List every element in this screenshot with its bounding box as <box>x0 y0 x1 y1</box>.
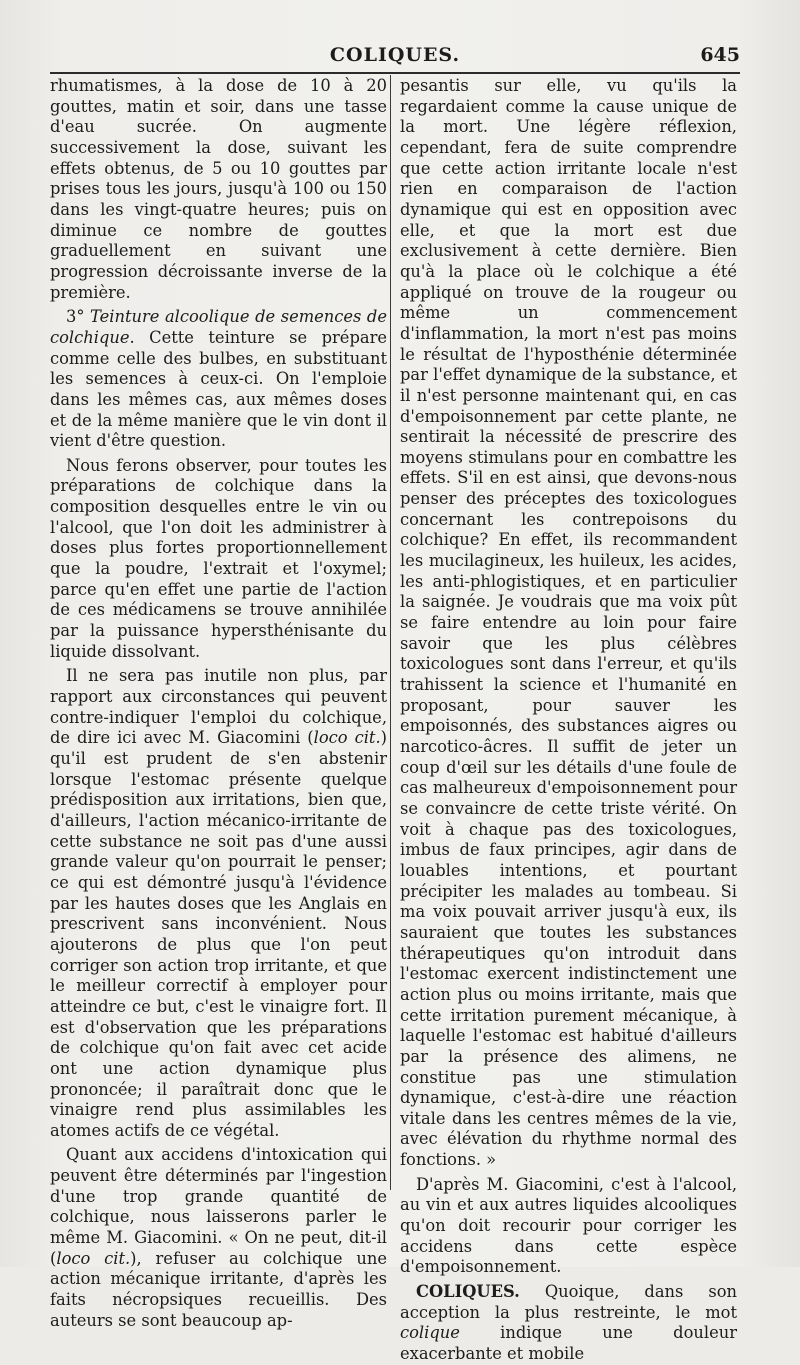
paragraph <box>400 1282 737 1365</box>
paragraph <box>50 1145 387 1331</box>
paragraph-text: ) qu'il est prudent de s'en abstenir lorsque l'estomac présente quelque prédisposition aux irritations, bien que, d'ailleurs, l'action mécanico-irritante de cette substance ne soit pas d'une aussi grande valeur qu'on pourrait le penser; ce qui est démontré jusqu'à l'évidence par les hautes doses que les Anglais en prescrivent sans inconvénient. Nous ajouterons de plus que l'on peut corriger son action trop irritante, et que le meilleur correctif à employer pour atteindre ce but, c'est le vinaigre fort. Il est d'observation que les préparations de colchique qu'on fait avec cet acide ont une action dynamique plus prononcée; il paraîtrait donc que le vinaigre rend plus assimilables les atomes actifs de ce végétal. <box>50 728 387 1140</box>
paragraph-text: ), refuser au colchique une action mécanique irritante, d'après les faits nécropsiques recueillis. Des auteurs se sont beaucoup ap- <box>50 1248 387 1330</box>
paragraph-text: indique une douleur exacerbante et mobile <box>400 1323 737 1364</box>
header-rule <box>50 72 740 74</box>
paragraph: Nous ferons observer, pour toutes les préparations de colchique dans la composition desquelles entre le vin ou l'alcool, que l'on doit les administrer à doses plus fortes proportionnellement que la poudre, l'extrait et l'oxymel; parce qu'en effet une partie de l'action de ces médicamens se trouve annihilée par la puissance hypersthénisante du liquide dissolvant. <box>50 455 387 661</box>
entry-heading: COLIQUES. <box>416 1282 520 1302</box>
running-head <box>50 44 740 72</box>
paragraph-text: Il ne sera pas inutile non plus, par rapport aux circonstances qui peuvent contre-indiquer l'emploi du colchique, de dire ici avec M. Giacomini ( <box>50 666 387 748</box>
paragraph: rhumatismes, à la dose de 10 à 20 gouttes, matin et soir, dans une tasse d'eau sucrée. On augmente successivement la dose, suivant les effets obtenus, de 5 ou 10 gouttes par prises tous les jours, jusqu'à 100 ou 150 dans les vingt-quatre heures; puis on diminue ce nombre de gouttes graduellement en suivant une progression décroissante inverse de la première. <box>50 76 387 302</box>
running-title: COLIQUES. <box>329 44 461 66</box>
column-divider <box>390 75 391 1190</box>
list-number: 3° <box>66 307 91 327</box>
italic-term: colique <box>400 1323 460 1343</box>
paragraph <box>50 307 387 452</box>
paragraph: pesantis sur elle, vu qu'ils la regardaient comme la cause unique de la mort. Une légère réflexion, cependant, fera de suite comprendre que cette action irritante locale n'est rien en comparaison de l'action dynamique qui est en opposition avec elle, et que la mort est due exclusivement à cette dernière. Bien qu'à la place où le colchique a été appliqué on trouve de la rougeur ou même un commencement d'inflammation, la mort n'est pas moins le résultat de l'hyposthénie déterminée par l'effet dynamique de la substance, et il n'est personne maintenant qui, en cas d'empoisonnement par cette plante, ne sentirait la nécessité de prescrire des moyens stimulans pour en combattre les effets. S'il en est ainsi, que devons-nous penser des préceptes des toxicologues concernant les contrepoisons du colchique? En effet, ils recommandent les mucilagineux, les huileux, les acides, les anti-phlogistiques, et en particulier la saignée. Je voudrais que ma voix pût se faire entendre au loin pour faire savoir que les plus célèbres toxicologues sont dans l'erreur, et qu'ils trahissent la science et l'humanité en proposant, pour sauver les empoisonnés, des substances aigres ou narcotico-âcres. Il suffit de jeter un coup d'œil sur les détails d'une foule de cas malheureux d'empoisonnement pour se convaincre de cette triste vérité. On voit à chaque pas des toxicologues, imbus de faux principes, agir dans de louables intentions, et pourtant précipiter les malades au tombeau. Si ma voix pouvait arriver jusqu'à eux, ils sauraient que toutes les substances thérapeutiques qu'on introduit dans l'estomac exercent indistinctement une action plus ou moins irritante, mais que cette irritation purement mécanique, à laquelle l'estomac est habitué d'ailleurs par la présence des alimens, ne constitue pas une stimulation dynamique, c'est-à-dire une réaction vitale dans les centres mêmes de la vie, avec élévation du rhythme normal des fonctions. » <box>400 76 737 1170</box>
paragraph: D'après M. Giacomini, c'est à l'alcool, au vin et aux autres liquides alcooliques qu'on doit recourir pour corriger les accidens dans cette espèce d'empoisonnement. <box>400 1174 737 1277</box>
page-number: 645 <box>700 44 740 66</box>
paragraph-text: Quoique, dans son acception la plus restreinte, le mot <box>400 1282 737 1322</box>
paragraph-text: . Cette teinture se prépare comme celle des bulbes, en substituant les semences à ceux-ci. On l'emploie dans les mêmes cas, aux mêmes doses et de la même manière que le vin dont il vient d'être question. <box>50 327 387 451</box>
right-column <box>400 76 737 1365</box>
citation: loco cit. <box>56 1248 131 1268</box>
citation: loco cit. <box>313 728 381 748</box>
left-column <box>50 76 387 1331</box>
paragraph-text: Quant aux accidens d'intoxication qui peuvent être déterminés par l'ingestion d'une trop grande quantité de colchique, nous laisserons parler le même M. Giacomini. « On ne peut, dit-il ( <box>50 1145 387 1268</box>
paragraph <box>50 666 387 1141</box>
italic-term: Teinture alcoolique de semences de colchique <box>50 307 387 347</box>
